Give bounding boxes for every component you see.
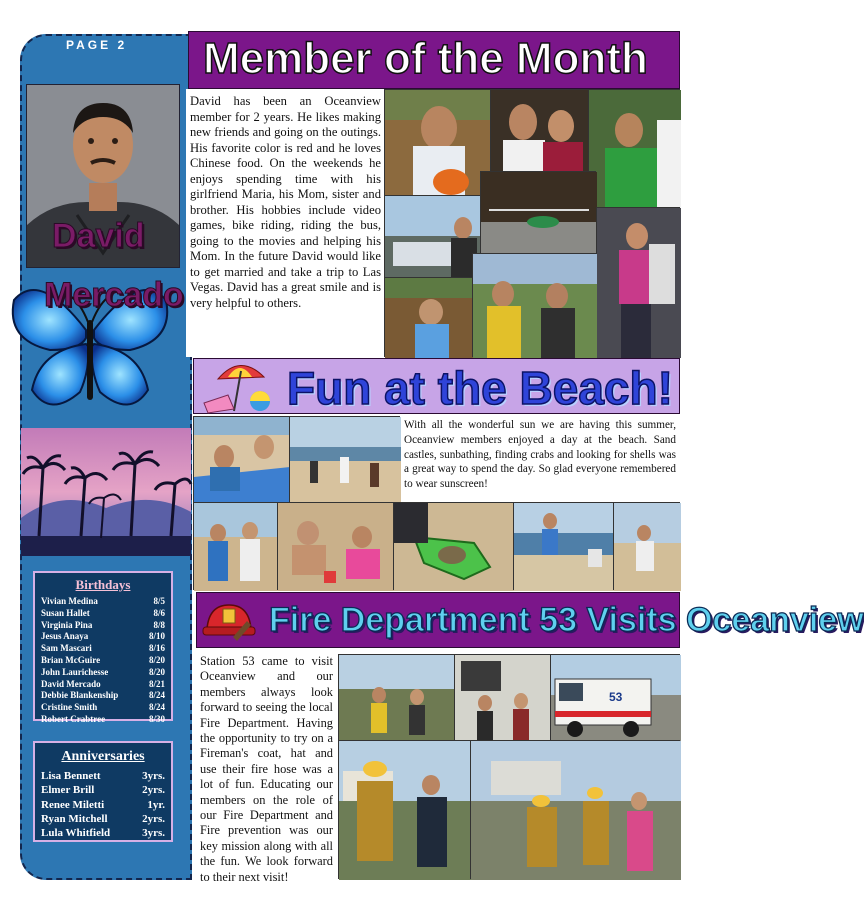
- fire-title: Fire Department 53 Visits Oceanview: [269, 601, 864, 639]
- list-item: [41, 702, 165, 714]
- birthday-name: David Mercado: [41, 678, 101, 689]
- birthday-date: 8/20: [148, 654, 165, 665]
- beach-photo-waves: [513, 502, 613, 590]
- list-item: [41, 690, 165, 702]
- anniversary-name: Lula Whitfield: [41, 827, 111, 840]
- fire-banner: [196, 592, 864, 648]
- birthday-date: 8/21: [148, 678, 165, 689]
- anniversaries-list: [33, 741, 173, 842]
- beach-story-text: With all the wonderful sun we are having this summer, Oceanview members enjoyed a day at the beach. Sand castles, sunbathing, finding crabs and looking for shells was a great way to spend the day. So glad everyone remembered to wear sunscreen!: [400, 416, 680, 500]
- list-item: [41, 667, 165, 679]
- member-photo-dance: [596, 207, 680, 357]
- list-item: [41, 769, 165, 783]
- member-of-month-title: Member of the Month: [203, 34, 648, 83]
- beach-photo-sandcastle: [277, 502, 393, 590]
- member-first-name: David: [52, 217, 145, 255]
- member-photo-party: [588, 89, 680, 207]
- member-story-text: David has been an Oceanview member for 2 years. He likes making new friends and going on the outings. His favorite color is red and he loves Chinese food. On the weekends he enjoys spending time with his girlfriend Maria, his Mom, sister and brother. His hobbies include video games, bike riding, riding the bus, going to the movies and helping his Mom. In the future David would like to get married and take a trip to Las Vegas. David has a great smile and is very helpful to others.: [186, 89, 384, 357]
- member-last-name: Mercado: [44, 276, 184, 314]
- beach-photo-crab: [393, 502, 513, 590]
- beach-umbrella-icon: [198, 359, 278, 420]
- beach-banner: [193, 358, 680, 414]
- list-item: [41, 596, 165, 608]
- birthday-name: Sam Mascari: [41, 643, 92, 654]
- fire-photo-truck: [550, 654, 680, 740]
- anniversary-name: Lisa Bennett: [41, 770, 101, 782]
- beach-photo-shore: [289, 416, 400, 502]
- beach-photo-group: [193, 502, 277, 590]
- list-item: [41, 679, 165, 691]
- birthday-name: Jesus Anaya: [41, 631, 89, 642]
- fire-photo-station: [454, 654, 550, 740]
- page-number-label: PAGE 2: [66, 38, 128, 52]
- fire-photo-crowd: [338, 654, 454, 740]
- member-photo-limbo: [480, 171, 596, 253]
- member-photo-pumpkin: [384, 89, 490, 195]
- birthday-name: Vivian Medina: [41, 596, 98, 606]
- birthday-date: 8/24: [148, 702, 165, 713]
- list-item: [41, 812, 165, 826]
- beach-photo-blanket: [193, 416, 289, 502]
- anniversary-name: Renee Miletti: [41, 798, 105, 811]
- list-item: [41, 826, 165, 840]
- fire-story-text: Station 53 came to visit Oceanview and our members always look forward to seeing the local Fire Department. Having the opportunity to try on a Fireman's coat, hat and use their fire hose was a lot of fun. Educating our members on the role of our Fire Department and Fire prevention was our key mission along with all the fun. We look forward to their next visit!: [194, 651, 336, 879]
- member-photo-festival: [472, 253, 596, 357]
- fire-photo-hose: [470, 740, 680, 879]
- fire-helmet-icon: [203, 599, 255, 648]
- beach-photo-dance: [613, 502, 680, 590]
- birthday-date: 8/10: [148, 631, 165, 642]
- birthday-name: Cristine Smith: [41, 702, 98, 713]
- anniversary-years: 2yrs.: [142, 812, 165, 825]
- anniversary-name: Ryan Mitchell: [41, 812, 108, 825]
- list-item: [41, 783, 165, 797]
- member-of-month-banner: [188, 31, 680, 89]
- fire-truck-number: 53: [609, 690, 623, 704]
- anniversary-years: 2yrs.: [142, 784, 165, 797]
- list-item: [41, 798, 165, 812]
- birthday-name: Susan Hallet: [41, 607, 90, 618]
- member-photo-couple: [490, 89, 588, 171]
- anniversary-name: Elmer Brill: [41, 784, 95, 797]
- list-item: [41, 620, 165, 632]
- member-photo-garden: [384, 277, 472, 357]
- birthday-date: 8/20: [148, 666, 165, 677]
- birthday-date: 8/6: [153, 607, 165, 618]
- birthday-name: Debbie Blankenship: [41, 690, 119, 701]
- birthday-date: 8/8: [153, 619, 165, 630]
- birthday-name: John Laurichesse: [41, 666, 109, 677]
- beach-title: Fun at the Beach!: [287, 362, 673, 414]
- fire-photo-firefighters: [338, 740, 470, 879]
- list-item: [41, 643, 165, 655]
- anniversary-years: 3yrs.: [142, 770, 165, 782]
- birthday-date: 8/30: [148, 713, 165, 724]
- member-photo-car: [384, 195, 480, 277]
- list-item: [41, 714, 165, 726]
- birthdays-list: [33, 571, 173, 724]
- birthday-name: Robert Crabtree: [41, 713, 106, 724]
- list-item: [41, 608, 165, 620]
- birthday-name: Brian McGuire: [41, 654, 101, 665]
- birthday-date: 8/16: [148, 643, 165, 654]
- anniversary-years: 3yrs.: [142, 827, 165, 840]
- palm-sunset-image: [21, 428, 191, 556]
- birthday-date: 8/5: [153, 596, 165, 606]
- birthdays-title: Birthdays: [75, 577, 131, 592]
- birthday-date: 8/24: [148, 690, 165, 701]
- anniversaries-title: Anniversaries: [61, 749, 145, 764]
- birthday-name: Virginia Pina: [41, 619, 93, 630]
- list-item: [41, 631, 165, 643]
- anniversary-years: 1yr.: [147, 798, 165, 811]
- list-item: [41, 655, 165, 667]
